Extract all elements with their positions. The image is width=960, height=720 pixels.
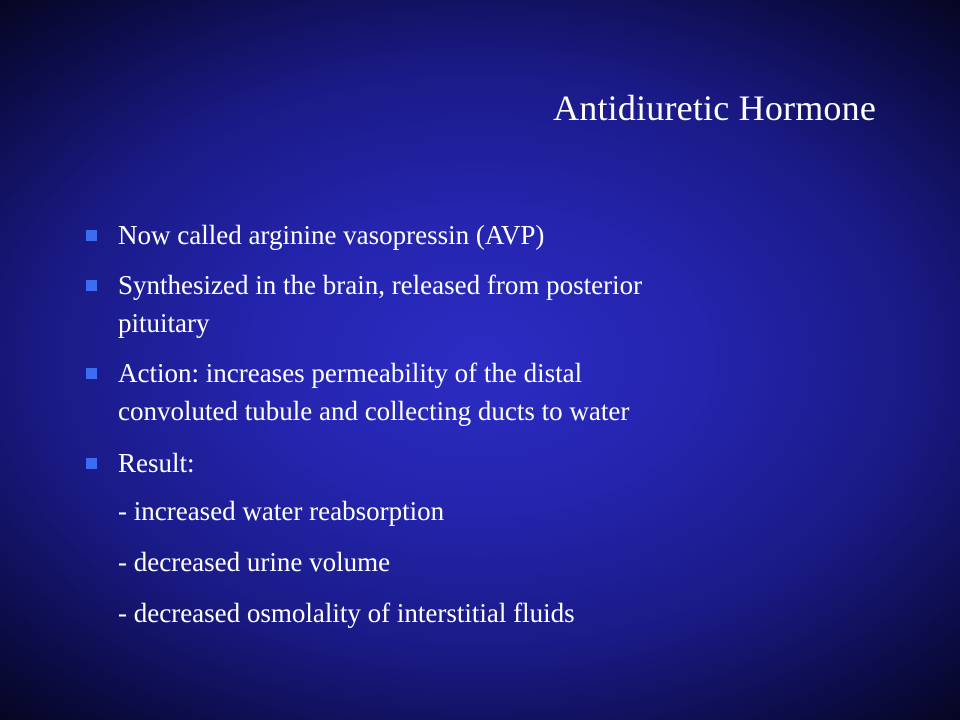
bullet-text-line: pituitary: [118, 308, 210, 338]
slide-title: Antidiuretic Hormone: [553, 88, 876, 128]
bullet-text-line: Action: increases permeability of the distal: [118, 358, 583, 388]
bullet-text-line: Synthesized in the brain, released from posterior: [118, 270, 643, 300]
result-sub-item: - decreased urine volume: [118, 547, 391, 577]
bullet-text-line: Now called arginine vasopressin (AVP): [118, 220, 545, 250]
result-sub-item: - decreased osmolality of interstitial fluids: [118, 598, 575, 628]
square-bullet-icon: [86, 368, 97, 379]
square-bullet-icon: [86, 230, 97, 241]
result-sub-item: - increased water reabsorption: [118, 496, 445, 526]
square-bullet-icon: [86, 280, 97, 291]
square-bullet-icon: [86, 458, 97, 469]
bullet-text-line: Result:: [118, 448, 195, 478]
bullet-text-line: convoluted tubule and collecting ducts to water: [118, 396, 630, 426]
